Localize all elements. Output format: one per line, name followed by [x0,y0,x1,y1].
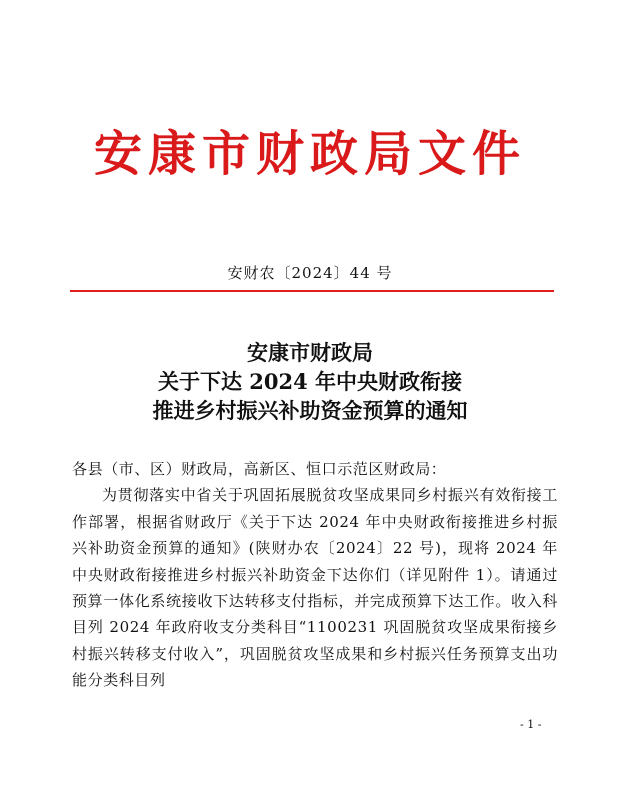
page-number: - 1 - [520,718,542,731]
title-line-2: 关于下达 2024 年中央财政衔接 [157,369,463,394]
document-masthead: 安康市财政局文件 [93,126,526,182]
body-paragraph: 为贯彻落实中省关于巩固拓展脱贫攻坚成果同乡村振兴有效衔接工作部署，根据省财政厅《关于下达 2024 年中央财政衔接推进乡村振兴补助资金预算的通知》(陕财办农〔2024〕22 号)，现将 2024 年中央财政衔接推进乡村振兴补助资金下达你们（详见附件 1）。请通过预算一体化系统接收下达转移支付指标，并完成预算下达工作。收入科目列 2024 年政府收支分类科目“1100231 巩固脱贫攻坚成果衔接乡村振兴转移支付收入”，巩固脱贫攻坚成果和乡村振兴任务预算支出功能分类科目列 [72,486,558,690]
red-divider-line [70,290,554,292]
document-title [0,338,620,425]
document-number: 安财农〔2024〕44 号 [227,264,393,282]
document-body [72,456,558,694]
title-line-1: 安康市财政局 [247,340,373,365]
salutation: 各县（市、区）财政局，高新区、恒口示范区财政局： [72,460,447,478]
title-line-3: 推进乡村振兴补助资金预算的通知 [152,398,468,423]
